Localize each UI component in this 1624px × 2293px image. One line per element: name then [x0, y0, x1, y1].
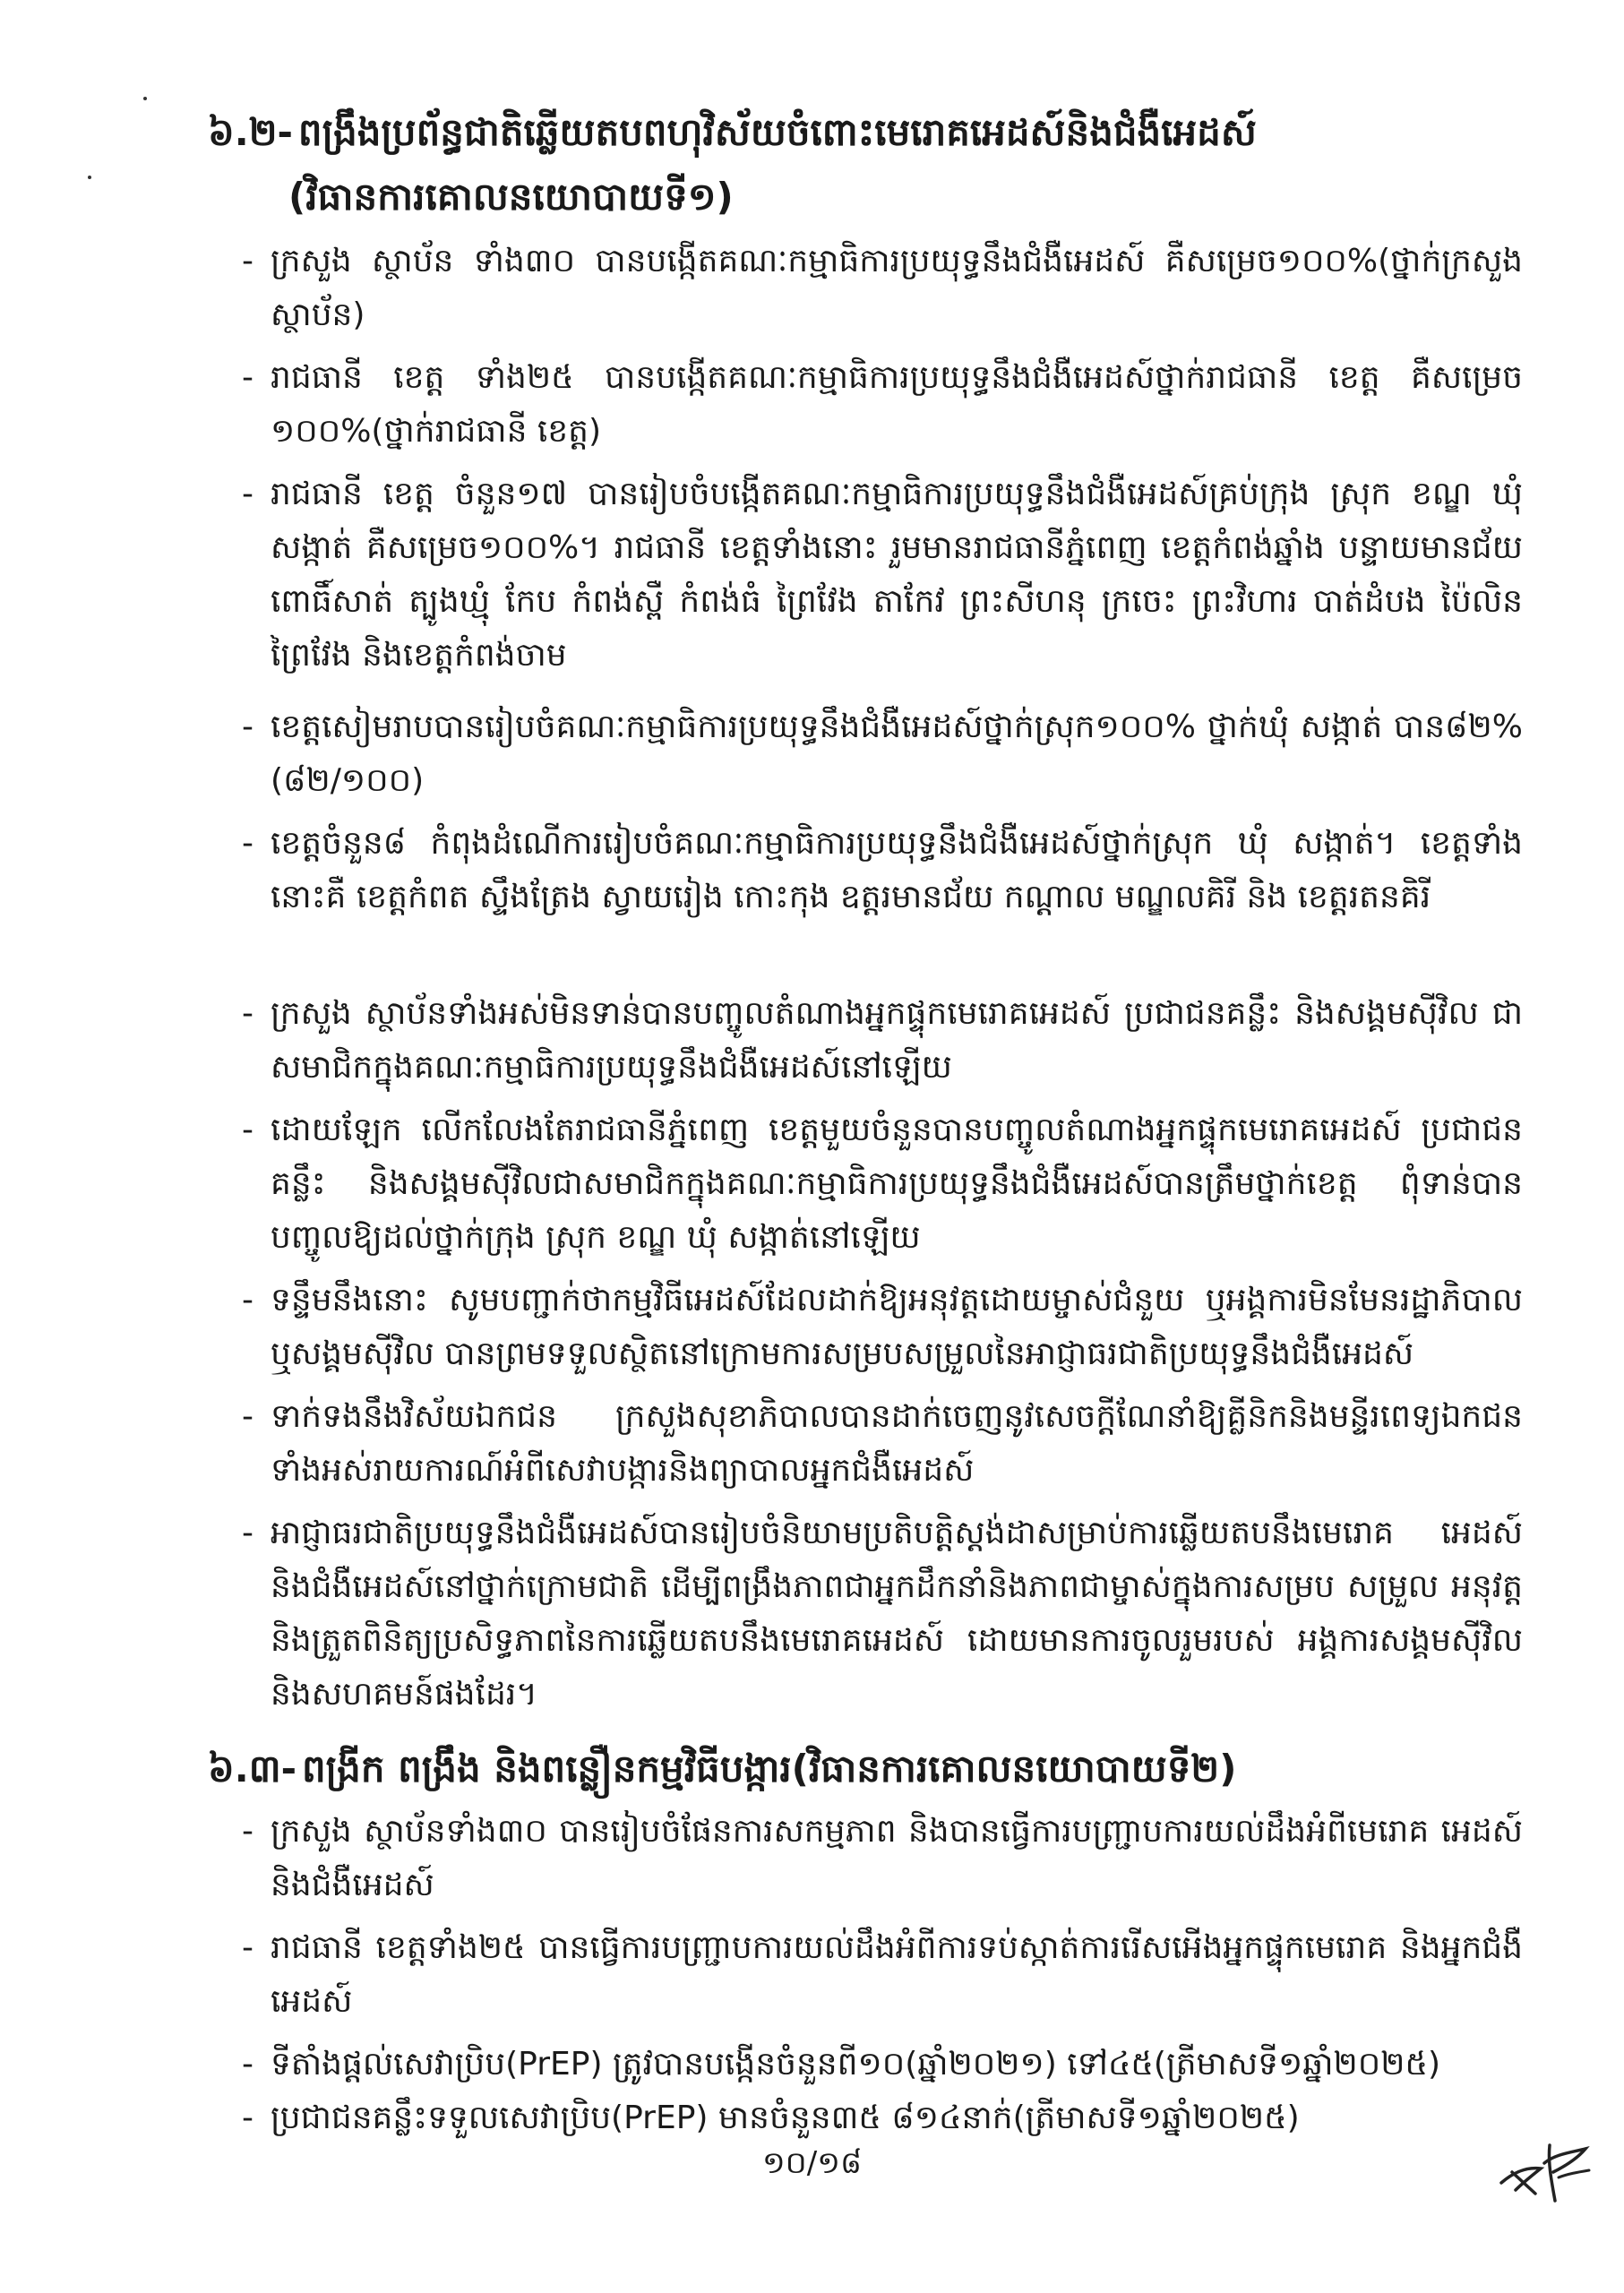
bullet-dash: -: [242, 1112, 253, 1148]
list-item: [242, 235, 1523, 342]
bullet-dash: -: [242, 1398, 253, 1435]
list-item-text: ខេត្តសៀមរាបបានរៀបចំគណៈកម្មាធិការប្រយុទ្ធនឹងជំងឺអេដស៍ថ្នាក់ស្រុក១០០% ថ្នាក់ឃុំ សង្កាត់ បាន៨២%(៨២/១០០): [271, 709, 1523, 799]
bullet-dash: -: [242, 359, 253, 396]
page-number: ១០/១៨: [761, 2145, 863, 2181]
list-item: [242, 817, 1523, 924]
list-item-text: រាជធានី ខេត្ត ចំនួន១៧ បានរៀបចំបង្កើតគណៈកម្មាធិការប្រយុទ្ធនឹងជំងឺអេដស៍គ្រប់ក្រុង ស្រុក ខណ្ឌ ឃុំ សង្កាត់ គឺសម្រេច១០០%។ រាជធានី ខេត្តទាំងនោះ រួមមានរាជធានីភ្នំពេញ ខេត្តកំពង់ឆ្នាំង បន្ទាយមានជ័យ ពោធិ៍សាត់ ត្បូងឃ្មុំ កែប កំពង់ស្ពឺ កំពង់ធំ ព្រៃវែង តាកែវ ព្រះសីហនុ ក្រចេះ ព្រះវិហារ បាត់ដំបង ប៉ៃលិន ព្រៃវែង និងខេត្តកំពង់ចាម: [271, 476, 1523, 674]
list-item: [242, 468, 1523, 683]
list-item-text: រាជធានី ខេត្តទាំង២៥ បានធ្វើការបញ្ជ្រាបការយល់ដឹងអំពីការទប់ស្កាត់ការរើសអើងអ្នកផ្ទុកមេរោគ និងអ្នកជំងឺអេដស៍: [271, 1929, 1523, 2020]
section-6-3-heading: [208, 1742, 1236, 1796]
list-item-text: ក្រសួង ស្ថាប័នទាំង៣០ បានរៀបចំផែនការសកម្មភាព និងបានធ្វើការបញ្ជ្រាបការយល់ដឹងអំពីមេរោគ អេដស៍និងជំងឺអេដស៍: [271, 1813, 1523, 1903]
section-6-2-title: ពង្រឹងប្រព័ន្ធជាតិឆ្លើយតបពហុវិស័យចំពោះមេរោគអេដស៍និងជំងឺអេដស៍: [297, 110, 1257, 154]
bullet-dash: -: [242, 2046, 253, 2083]
list-item-text: រាជធានី ខេត្ត ទាំង២៥ បានបង្កើតគណៈកម្មាធិការប្រយុទ្ធនឹងជំងឺអេដស៍ថ្នាក់រាជធានី ខេត្ត គឺសម្រេច ១០០%(ថ្នាក់រាជធានី ខេត្ត): [271, 359, 1523, 450]
list-item: [242, 1390, 1523, 1498]
bullet-dash: -: [242, 2100, 253, 2136]
bullet-dash: -: [242, 825, 253, 862]
section-6-3-title: ពង្រីក ពង្រឹង និងពន្លឿនកម្មវិធីបង្ការ(វិធានការគោលនយោបាយទី២): [302, 1747, 1237, 1791]
bullet-dash: -: [242, 995, 253, 1032]
list-item: [242, 1921, 1523, 2029]
list-item: [242, 1104, 1523, 1265]
scan-speck: [143, 97, 147, 100]
list-item-text: ដោយឡែក លើកលែងតែរាជធានីភ្នំពេញ ខេត្តមួយចំនួនបានបញ្ចូលតំណាងអ្នកផ្ទុកមេរោគអេដស៍ ប្រជាជនគន្លឹះ និងសង្គមស៊ីវិលជាសមាជិកក្នុងគណៈកម្មាធិការប្រយុទ្ធនឹងជំងឺអេដស៍បានត្រឹមថ្នាក់ខេត្ត ពុំទាន់បានបញ្ចូលឱ្យដល់ថ្នាក់ក្រុង ស្រុក ខណ្ឌ ឃុំ សង្កាត់នៅឡើយ: [271, 1112, 1523, 1256]
scan-speck: [88, 176, 91, 179]
list-item-text: ខេត្តចំនួន៨ កំពុងដំណើការរៀបចំគណៈកម្មាធិការប្រយុទ្ធនឹងជំងឺអេដស៍ថ្នាក់ស្រុក ឃុំ សង្កាត់។ ខេត្តទាំងនោះគឺ ខេត្តកំពត ស្ទឹងត្រែង ស្វាយរៀង កោះកុង ឧត្តរមានជ័យ កណ្តាល មណ្ឌលគិរី និង ខេត្តរតនគិរី: [271, 825, 1523, 915]
list-item: [242, 1507, 1523, 1722]
list-item: [242, 351, 1523, 459]
list-item-text: ក្រសួង ស្ថាប័ន ទាំង៣០ បានបង្កើតគណៈកម្មាធិការប្រយុទ្ធនឹងជំងឺអេដស៍ គឺសម្រេច១០០%(ថ្នាក់ក្រសួង ស្ថាប័ន): [271, 243, 1523, 333]
list-item: [242, 1274, 1523, 1381]
section-6-2-number: ៦.២-: [208, 110, 293, 154]
section-6-3-number: ៦.៣-: [208, 1747, 297, 1791]
bullet-dash: -: [242, 1813, 253, 1850]
bullet-dash: -: [242, 709, 253, 745]
list-item-text: ទីតាំងផ្តល់សេវាប្រិប(PrEP) ត្រូវបានបង្កើនចំនួនពី១០(ឆ្នាំ២០២១) ទៅ៤៥(ត្រីមាសទី១ឆ្នាំ២០២៥): [271, 2046, 1440, 2083]
list-item-text: ទាក់ទងនឹងវិស័យឯកជន ក្រសួងសុខាភិបាលបានដាក់ចេញនូវសេចក្តីណែនាំឱ្យគ្លីនិកនិងមន្ទីរពេទ្យឯកជន ទាំងអស់រាយការណ៍អំពីសេវាបង្ការនិងព្យាបាលអ្នកជំងឺអេដស៍: [271, 1398, 1523, 1489]
section-6-2-heading: [208, 106, 1257, 159]
list-item-text: ទន្ទឹមនឹងនោះ សូមបញ្ជាក់ថាកម្មវិធីអេដស៍ដែលដាក់ឱ្យអនុវត្តដោយម្ចាស់ជំនួយ ឬអង្គការមិនមែនរដ្ឋាភិបាល ឬសង្គមស៊ីវិល បានព្រមទទួលស្ថិតនៅក្រោមការសម្របសម្រួលនៃអាជ្ញាធរជាតិប្រយុទ្ធនឹងជំងឺអេដស៍: [271, 1282, 1523, 1372]
list-item-text: អាជ្ញាធរជាតិប្រយុទ្ធនឹងជំងឺអេដស៍បានរៀបចំនិយាមប្រតិបត្តិស្តង់ដាសម្រាប់ការឆ្លើយតបនឹងមេរោគ អេដស៍និងជំងឺអេដស៍នៅថ្នាក់ក្រោមជាតិ ដើម្បីពង្រឹងភាពជាអ្នកដឹកនាំនិងភាពជាម្ចាស់ក្នុងការសម្រប សម្រួល អនុវត្ត និងត្រួតពិនិត្យប្រសិទ្ធភាពនៃការឆ្លើយតបនឹងមេរោគអេដស៍ ដោយមានការចូលរួមរបស់ អង្គការសង្គមស៊ីវិល និងសហគមន៍ផងដែរ។: [271, 1515, 1523, 1713]
list-item: [242, 1805, 1523, 1912]
list-item: [242, 987, 1523, 1095]
bullet-dash: -: [242, 243, 253, 279]
list-item: [242, 2091, 1523, 2145]
list-item: [242, 700, 1523, 808]
bullet-dash: -: [242, 1929, 253, 1966]
bullet-dash: -: [242, 1515, 253, 1551]
list-item-text: ប្រជាជនគន្លឹះទទួលសេវាប្រិប(PrEP) មានចំនួន៣៥ ៨១៤នាក់(ត្រីមាសទី១ឆ្នាំ២០២៥): [271, 2100, 1300, 2136]
bullet-dash: -: [242, 476, 253, 512]
list-item: [242, 2038, 1523, 2091]
section-6-2-subtitle: (វិធានការគោលនយោបាយទី១): [288, 175, 734, 219]
list-item-text: ក្រសួង ស្ថាប័នទាំងអស់មិនទាន់បានបញ្ចូលតំណាងអ្នកផ្ទុកមេរោគអេដស៍ ប្រជាជនគន្លឹះ និងសង្គមស៊ីវិល ជាសមាជិកក្នុងគណៈកម្មាធិការប្រយុទ្ធនឹងជំងឺអេដស៍នៅឡើយ: [271, 995, 1523, 1086]
signature-initials-icon: [1496, 2127, 1594, 2208]
bullet-dash: -: [242, 1282, 253, 1318]
